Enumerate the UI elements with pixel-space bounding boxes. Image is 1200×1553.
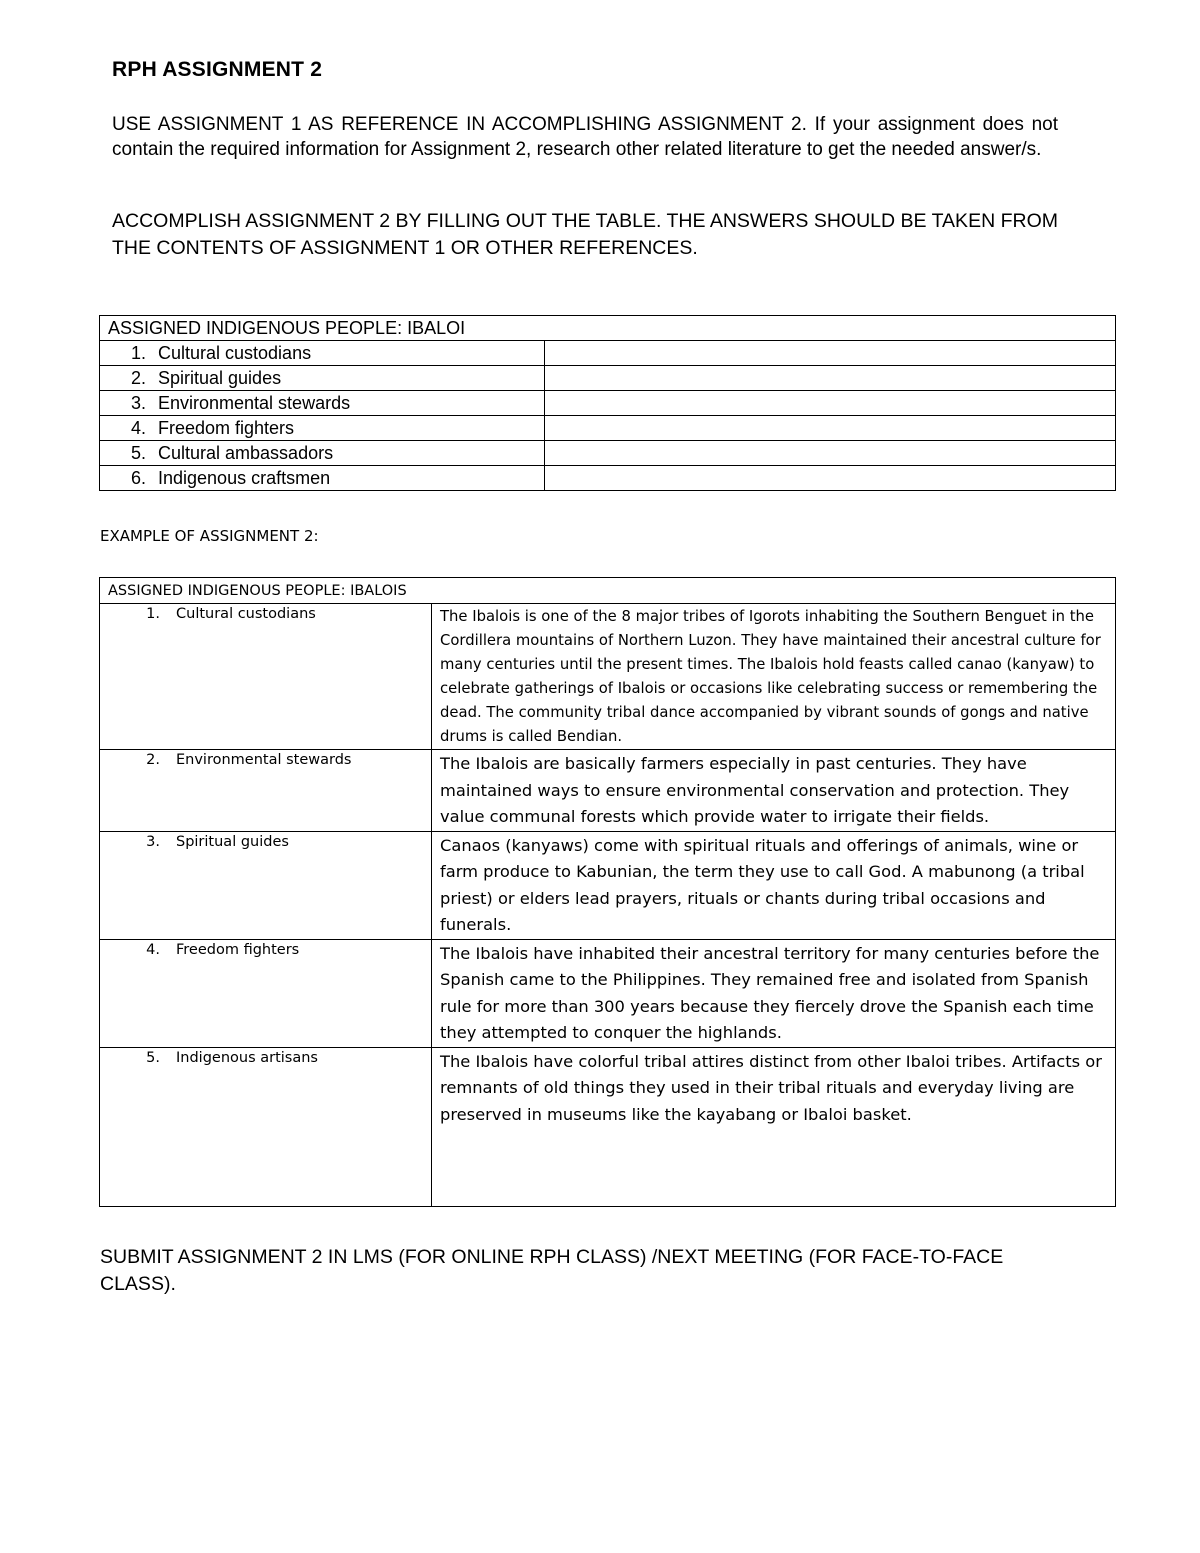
- role-label: Freedom fighters: [176, 941, 300, 958]
- row-number: 4 .: [108, 942, 160, 958]
- role-cell: [100, 391, 545, 416]
- role-label: Spiritual guides: [176, 833, 289, 850]
- role-label: Cultural custodians: [176, 606, 316, 622]
- form-table-row: [100, 416, 1116, 441]
- role-label: Indigenous craftsmen: [158, 467, 331, 488]
- assignment-form-table: [99, 315, 1116, 491]
- role-label: Cultural custodians: [158, 342, 312, 363]
- row-number: 2 .: [108, 368, 146, 389]
- row-number: 3 .: [108, 393, 146, 414]
- row-number: 3 .: [108, 834, 160, 850]
- answer-cell[interactable]: [545, 391, 1116, 416]
- row-number: 6 .: [108, 468, 146, 489]
- role-label: Freedom fighters: [158, 417, 295, 438]
- page-title: RPH ASSIGNMENT 2: [112, 58, 323, 81]
- example-table-row: [100, 831, 1116, 939]
- form-table-row: [100, 341, 1116, 366]
- role-cell: [100, 366, 545, 391]
- answer-cell[interactable]: [545, 466, 1116, 491]
- role-label: Indigenous artisans: [176, 1049, 318, 1066]
- form-table-header: ASSIGNED INDIGENOUS PEOPLE: IBALOI: [100, 316, 1116, 341]
- role-cell: [100, 604, 432, 750]
- answer-cell[interactable]: [545, 366, 1116, 391]
- role-cell: [100, 466, 545, 491]
- role-cell: [100, 1047, 432, 1206]
- example-table-row: [100, 939, 1116, 1047]
- answer-cell[interactable]: [545, 416, 1116, 441]
- form-table-row: [100, 366, 1116, 391]
- description-cell: The Ibalois have inhabited their ancestral territory for many centuries before the Spanish came to the Philippines. They remained free and isolated from Spanish rule for more than 300 years because they fiercely drove the Spanish each time they attempted to conquer the highlands.: [432, 939, 1116, 1047]
- row-number: 1 .: [108, 606, 160, 622]
- intro-paragraph: USE ASSIGNMENT 1 AS REFERENCE IN ACCOMPLISHING ASSIGNMENT 2. If your assignment does not contain the required information for Assignment 2, research other related literature to get the needed answer/s.: [112, 114, 1058, 160]
- role-cell: [100, 939, 432, 1047]
- form-table-row: [100, 466, 1116, 491]
- form-table-row: [100, 391, 1116, 416]
- description-cell: Canaos (kanyaws) come with spiritual rituals and offerings of animals, wine or farm produce to Kabunian, the term they use to call God. A mabunong (a tribal priest) or elders lead prayers, rituals or chants during tribal occasions and funerals.: [432, 831, 1116, 939]
- role-cell: [100, 441, 545, 466]
- role-label: Environmental stewards: [158, 392, 351, 413]
- example-table: [99, 577, 1116, 1207]
- role-label: Environmental stewards: [176, 752, 352, 768]
- example-table-header: ASSIGNED INDIGENOUS PEOPLE: IBALOIS: [100, 578, 1116, 604]
- example-table-row: [100, 604, 1116, 750]
- role-label: Cultural ambassadors: [158, 442, 334, 463]
- example-table-row: [100, 1047, 1116, 1206]
- form-table-row: [100, 441, 1116, 466]
- role-label: Spiritual guides: [158, 367, 282, 388]
- description-cell: The Ibalois have colorful tribal attires distinct from other Ibaloi tribes. Artifacts or remnants of old things they used in their tribal rituals and everyday living are preserved in museums like the kayabang or Ibaloi basket.: [432, 1047, 1116, 1206]
- example-table-row: [100, 750, 1116, 832]
- answer-cell[interactable]: [545, 341, 1116, 366]
- submit-instructions: SUBMIT ASSIGNMENT 2 IN LMS (FOR ONLINE RPH CLASS) /NEXT MEETING (FOR FACE-TO-FACE CLASS).: [100, 1246, 1004, 1295]
- instruction-paragraph: ACCOMPLISH ASSIGNMENT 2 BY FILLING OUT THE TABLE. THE ANSWERS SHOULD BE TAKEN FROM THE CONTENTS OF ASSIGNMENT 1 OR OTHER REFERENCES.: [112, 210, 1058, 259]
- row-number: 1 .: [108, 343, 146, 364]
- role-cell: [100, 750, 432, 832]
- role-cell: [100, 341, 545, 366]
- role-cell: [100, 831, 432, 939]
- row-number: 2 .: [108, 752, 160, 768]
- description-cell: The Ibalois are basically farmers especially in past centuries. They have maintained ways to ensure environmental conservation and protection. They value communal forests which provide water to irrigate their fields.: [432, 750, 1116, 832]
- role-cell: [100, 416, 545, 441]
- row-number: 5 .: [108, 443, 146, 464]
- answer-cell[interactable]: [545, 441, 1116, 466]
- description-cell: The Ibalois is one of the 8 major tribes of Igorots inhabiting the Southern Benguet in the Cordillera mountains of Northern Luzon. They have maintained their ancestral culture for many centuries until the present times. The Ibalois hold feasts called canao (kanyaw) to celebrate gatherings of Ibalois or occasions like celebrating success or remembering the dead. The community tribal dance accompanied by vibrant sounds of gongs and native drums is called Bendian.: [432, 604, 1116, 750]
- row-number: 5 .: [108, 1050, 160, 1066]
- row-number: 4 .: [108, 418, 146, 439]
- example-heading: EXAMPLE OF ASSIGNMENT 2:: [100, 527, 319, 545]
